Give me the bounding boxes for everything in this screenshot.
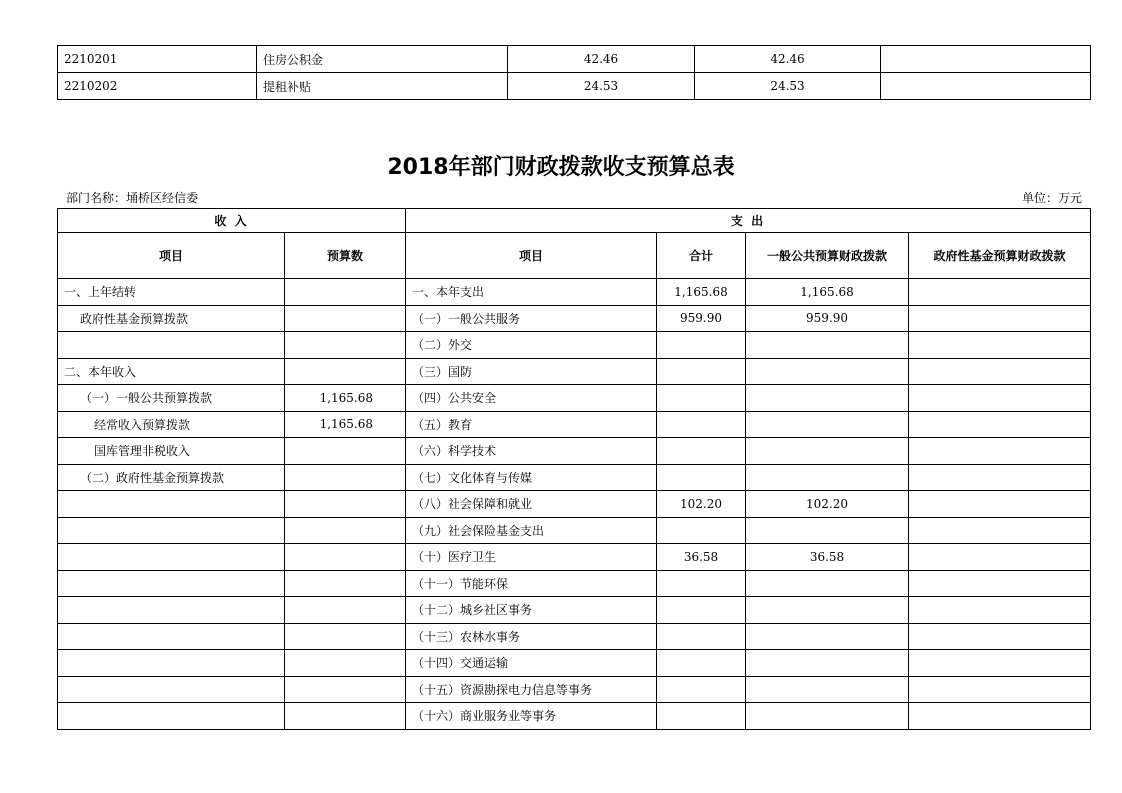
item-code: 2210201 [58,46,257,73]
expense-general [746,464,909,491]
col-expense-fund: 政府性基金预算财政拨款 [909,233,1091,279]
income-item: 一、上年结转 [58,279,285,306]
expense-fund [909,279,1091,306]
income-budget [285,305,406,332]
income-item [58,623,285,650]
expense-total: 959.90 [657,305,746,332]
expense-item: （十六）商业服务业等事务 [406,703,657,730]
item-value [881,73,1091,100]
income-budget [285,438,406,465]
expense-total [657,385,746,412]
income-budget [285,279,406,306]
table-row [58,305,1091,332]
table-row [58,650,1091,677]
table-row [58,544,1091,571]
expense-item: （一）一般公共服务 [406,305,657,332]
income-budget [285,358,406,385]
section-header-row [58,209,1091,233]
income-section-header: 收 入 [58,209,406,233]
expense-general [746,676,909,703]
expense-total [657,570,746,597]
expense-fund [909,544,1091,571]
expense-total [657,676,746,703]
expense-general: 36.58 [746,544,909,571]
table-row [58,623,1091,650]
expense-total [657,650,746,677]
income-item [58,597,285,624]
carryover-detail-table [57,45,1091,100]
item-value: 24.53 [695,73,881,100]
table-row [58,385,1091,412]
income-item [58,491,285,518]
income-budget [285,650,406,677]
expense-total [657,597,746,624]
expense-item: （八）社会保障和就业 [406,491,657,518]
income-item: （二）政府性基金预算拨款 [58,464,285,491]
table-row [58,570,1091,597]
expense-general: 1,165.68 [746,279,909,306]
col-expense-total: 合计 [657,233,746,279]
income-item: 二、本年收入 [58,358,285,385]
expense-item: （九）社会保险基金支出 [406,517,657,544]
expense-item: 一、本年支出 [406,279,657,306]
expense-fund [909,332,1091,359]
item-value: 42.46 [508,46,695,73]
income-item: （一）一般公共预算拨款 [58,385,285,412]
expense-general [746,385,909,412]
expense-total [657,517,746,544]
table-row [58,597,1091,624]
table-row [58,438,1091,465]
expense-total: 102.20 [657,491,746,518]
table-row [58,46,1091,73]
table-row [58,517,1091,544]
col-expense-item: 项目 [406,233,657,279]
col-expense-general: 一般公共预算财政拨款 [746,233,909,279]
expense-item: （十三）农林水事务 [406,623,657,650]
income-budget [285,623,406,650]
expense-fund [909,385,1091,412]
table-row [58,491,1091,518]
income-item: 国库管理非税收入 [58,438,285,465]
table-row [58,464,1091,491]
income-item [58,650,285,677]
expense-fund [909,650,1091,677]
income-budget [285,464,406,491]
expense-fund [909,438,1091,465]
expense-general: 102.20 [746,491,909,518]
col-income-item: 项目 [58,233,285,279]
expense-fund [909,517,1091,544]
income-budget [285,517,406,544]
expense-total: 1,165.68 [657,279,746,306]
expense-general [746,597,909,624]
expense-general [746,703,909,730]
column-header-row [58,233,1091,279]
expense-item: （七）文化体育与传媒 [406,464,657,491]
budget-summary-table [57,208,1091,730]
income-budget [285,332,406,359]
expense-general [746,570,909,597]
expense-fund [909,703,1091,730]
expense-fund [909,623,1091,650]
income-item [58,544,285,571]
table-row [58,676,1091,703]
income-budget: 1,165.68 [285,411,406,438]
income-budget [285,703,406,730]
expense-item: （五）教育 [406,411,657,438]
expense-fund [909,411,1091,438]
item-value [881,46,1091,73]
expense-total [657,438,746,465]
table-row [58,411,1091,438]
income-item: 政府性基金预算拨款 [58,305,285,332]
income-item [58,570,285,597]
expense-item: （十一）节能环保 [406,570,657,597]
income-budget [285,570,406,597]
table-row [58,703,1091,730]
income-item [58,703,285,730]
expense-item: （三）国防 [406,358,657,385]
table-row [58,332,1091,359]
expense-total [657,623,746,650]
expense-total: 36.58 [657,544,746,571]
expense-total [657,464,746,491]
expense-fund [909,491,1091,518]
income-item [58,676,285,703]
expense-item: （十四）交通运输 [406,650,657,677]
expense-item: （十二）城乡社区事务 [406,597,657,624]
page-title: 2018年部门财政拨款收支预算总表 [387,155,735,180]
col-income-budget: 预算数 [285,233,406,279]
expense-fund [909,305,1091,332]
department-label: 部门名称：埇桥区经信委 [66,191,199,205]
income-budget: 1,165.68 [285,385,406,412]
income-budget [285,597,406,624]
expense-general [746,411,909,438]
expense-general [746,650,909,677]
item-code: 2210202 [58,73,257,100]
unit-label: 单位：万元 [1021,191,1082,205]
expense-section-header: 支 出 [406,209,1091,233]
expense-total [657,703,746,730]
table-row [58,279,1091,306]
table-row [58,73,1091,100]
item-name: 住房公积金 [257,46,508,73]
expense-total [657,332,746,359]
expense-item: （十五）资源勘探电力信息等事务 [406,676,657,703]
expense-fund [909,464,1091,491]
expense-item: （四）公共安全 [406,385,657,412]
income-budget [285,676,406,703]
expense-general [746,358,909,385]
income-item [58,332,285,359]
expense-item: （二）外交 [406,332,657,359]
expense-general [746,623,909,650]
item-name: 提租补贴 [257,73,508,100]
item-value: 42.46 [695,46,881,73]
expense-general [746,517,909,544]
income-budget [285,544,406,571]
expense-general [746,438,909,465]
expense-fund [909,676,1091,703]
table-row [58,358,1091,385]
expense-fund [909,570,1091,597]
item-value: 24.53 [508,73,695,100]
expense-general: 959.90 [746,305,909,332]
expense-fund [909,597,1091,624]
expense-total [657,411,746,438]
expense-item: （十）医疗卫生 [406,544,657,571]
expense-item: （六）科学技术 [406,438,657,465]
expense-total [657,358,746,385]
expense-general [746,332,909,359]
income-item [58,517,285,544]
income-budget [285,491,406,518]
income-item: 经常收入预算拨款 [58,411,285,438]
expense-fund [909,358,1091,385]
